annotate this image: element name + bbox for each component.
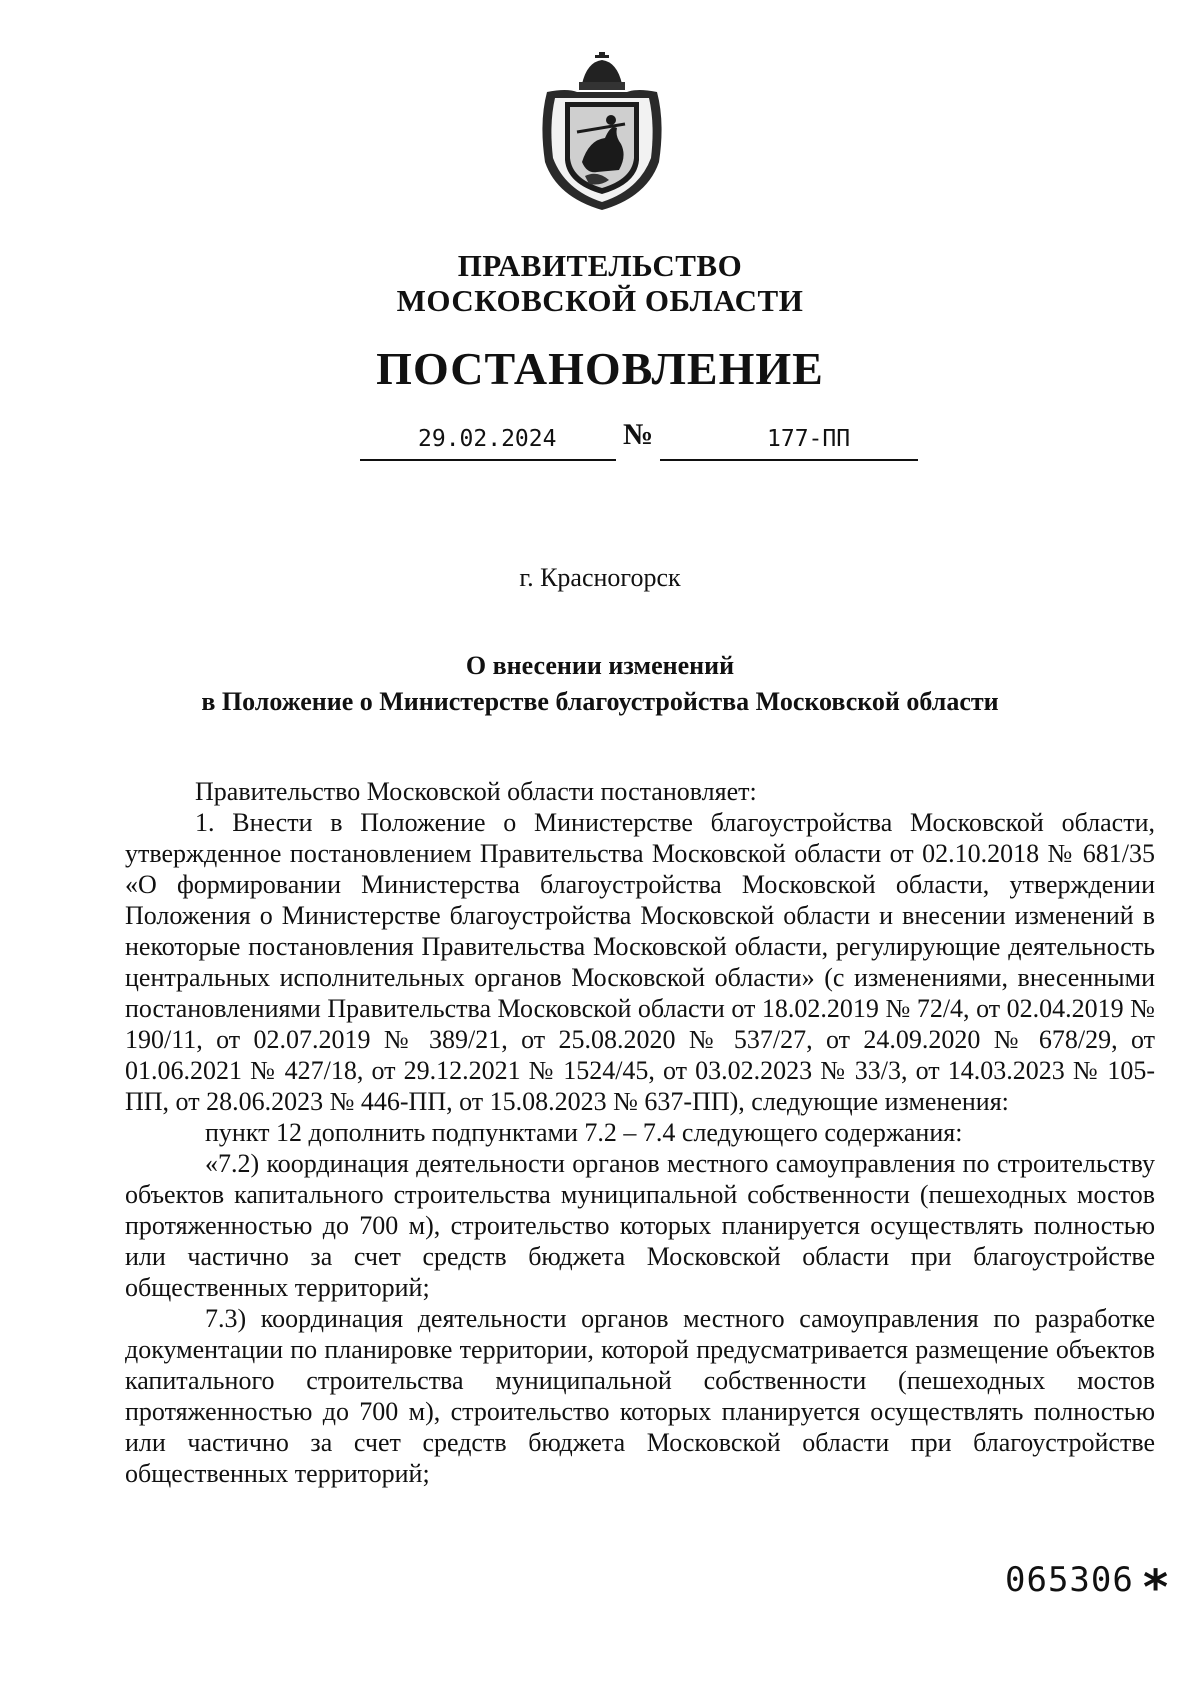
paragraph-2: пункт 12 дополнить подпунктами 7.2 – 7.4 следующего содержания: <box>205 1118 963 1147</box>
document-type-title: ПОСТАНОВЛЕНИЕ <box>376 343 824 394</box>
document-date: 29.02.2024 <box>418 426 557 452</box>
number-underline <box>660 459 918 461</box>
registration-number: 065306 <box>1005 1560 1134 1600</box>
city-name: г. Красногорск <box>519 563 681 592</box>
document-body <box>125 776 1155 1489</box>
date-underline <box>360 459 616 461</box>
coat-of-arms-emblem <box>537 52 667 212</box>
asterisk-mark: * <box>1143 1560 1169 1616</box>
paragraph-3: «7.2) координация деятельности органов местного самоуправления по строительству объектов капитального строительства муниципальной собственности (пешеходных мостов протяженностью до 700 м), строительство которых планируется осуществлять полностью или частично за счет средств бюджета Московской области при благоустройстве общественных территорий; <box>125 1149 1155 1302</box>
paragraph-1: 1. Внести в Положение о Министерстве благоустройства Московской области, утвержденное постановлением Правительства Московской области от 02.10.2018 № 681/35 «О формировании Министерства благоустройства Московской области, утверждении Положения о Министерстве благоустройства Московской области и внесении изменений в некоторые постановления Правительства Московской области, регулирующие деятельность центральных исполнительных органов Московской области» (с изменениями, внесенными постановлениями Правительства Московской области от 18.02.2019 № 72/4, от 02.04.2019 № 190/11, от 02.07.2019 № 389/21, от 25.08.2020 № 537/27, от 24.09.2020 № 678/29, от 01.06.2021 № 427/18, от 29.12.2021 № 1524/45, от 03.02.2023 № 33/3, от 14.03.2023 № 105-ПП, от 28.06.2023 № 446-ПП, от 15.08.2023 № 637-ПП), следующие изменения: <box>125 808 1155 1116</box>
number-sign: № <box>623 418 654 451</box>
organization-name-line1: ПРАВИТЕЛЬСТВО <box>457 248 743 283</box>
intro-paragraph: Правительство Московской области постановляет: <box>195 777 757 806</box>
subject-line2: в Положение о Министерстве благоустройства Московской области <box>201 687 999 716</box>
paragraph-4: 7.3) координация деятельности органов местного самоуправления по разработке документации по планировке территории, которой предусматривается размещение объектов капитального строительства муниципальной собственности (пешеходных мостов протяженностью до 700 м), строительство которых планируется осуществлять полностью или частично за счет средств бюджета Московской области при благоустройстве общественных территорий; <box>125 1304 1155 1488</box>
organization-name-line2: МОСКОВСКОЙ ОБЛАСТИ <box>396 283 804 318</box>
document-number: 177-ПП <box>767 426 851 452</box>
subject-line1: О внесении изменений <box>465 651 735 680</box>
